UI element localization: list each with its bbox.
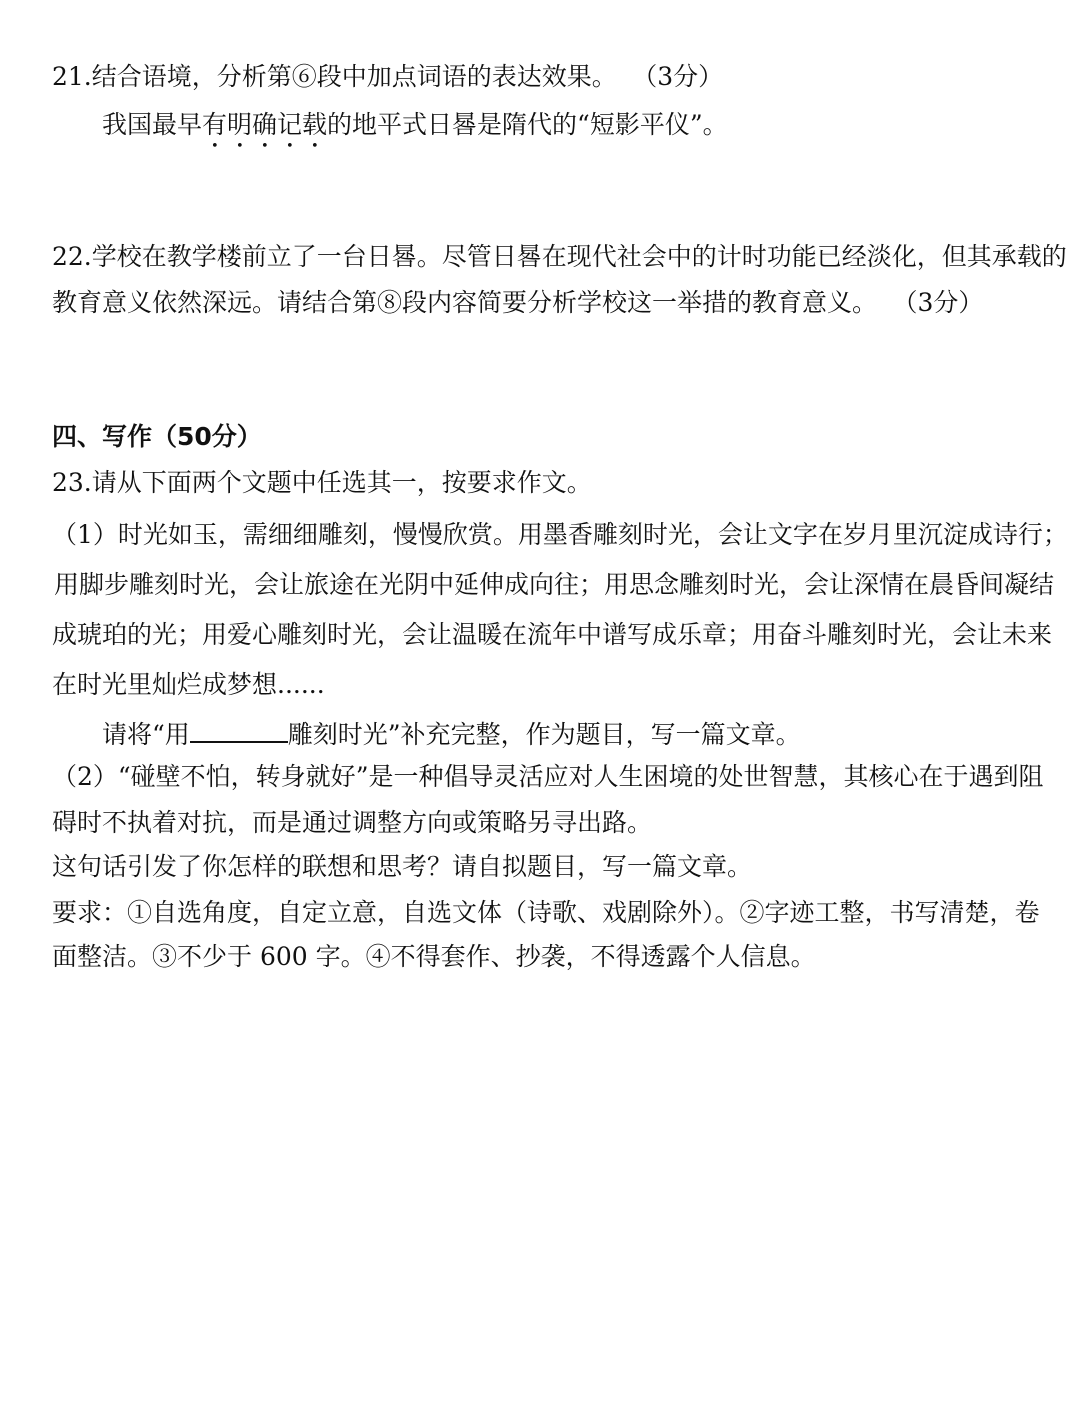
option-1-line-4: 在时光里灿烂成梦想...... xyxy=(52,670,325,699)
question-21-text: 21.结合语境，分析第⑥段中加点词语的表达效果。 xyxy=(52,62,617,91)
option-1-line-1: （1）时光如玉，需细细雕刻，慢慢欣赏。用墨香雕刻时光，会让文字在岁月里沉淀成诗行； xyxy=(52,520,1068,549)
sentence-post: 的地平式日晷是隋代的“短影平仪”。 xyxy=(327,110,728,139)
question-22-line-1: 22.学校在教学楼前立了一台日晷。尽管日晷在现代社会中的计时功能已经淡化，但其承载的 xyxy=(52,242,1067,271)
option-2-line-2: 碍时不执着对抗，而是通过调整方向或策略另寻出路。 xyxy=(52,808,653,837)
sentence-pre: 我国最早 xyxy=(102,110,203,139)
fill-in-blank xyxy=(190,719,288,743)
question-22-score: （3分） xyxy=(905,288,984,317)
requirements-line-1: 要求：①自选角度，自定立意，自选文体（诗歌、戏剧除外）。②字迹工整，书写清楚，卷 xyxy=(52,898,1040,927)
question-23-intro: 23.请从下面两个文题中任选其一，按要求作文。 xyxy=(52,468,592,497)
section-heading-writing: 四、写作（50分） xyxy=(52,422,262,451)
question-22-line-2 xyxy=(52,286,983,320)
question-21-quoted-sentence xyxy=(102,108,728,154)
question-21-score: （3分） xyxy=(644,62,724,91)
option-1-task-pre: 请将“用 xyxy=(102,720,190,749)
option-2-line-3: 这句话引发了你怎样的联想和思考？请自拟题目，写一篇文章。 xyxy=(52,852,753,881)
option-1-line-2: 用脚步雕刻时光，会让旅途在光阴中延伸成向往；用思念雕刻时光，会让深情在晨昏间凝结 xyxy=(54,570,1055,599)
option-1-task xyxy=(102,718,801,752)
option-2-line-1: （2）“碰壁不怕，转身就好”是一种倡导灵活应对人生困境的处世智慧，其核心在于遇到阻 xyxy=(52,762,1044,791)
emphasized-words: 有明确记载 xyxy=(202,110,328,139)
option-1-task-post: 雕刻时光”补充完整，作为题目，写一篇文章。 xyxy=(287,720,801,749)
question-21-prompt xyxy=(52,60,723,94)
option-1-line-3: 成琥珀的光；用爱心雕刻时光，会让温暖在流年中谱写成乐章；用奋斗雕刻时光，会让未来 xyxy=(52,620,1053,649)
question-22-text: 教育意义依然深远。请结合第⑧段内容简要分析学校这一举措的教育意义。 xyxy=(52,288,878,317)
requirements-line-2: 面整洁。③不少于 600 字。④不得套作、抄袭，不得透露个人信息。 xyxy=(52,942,816,971)
